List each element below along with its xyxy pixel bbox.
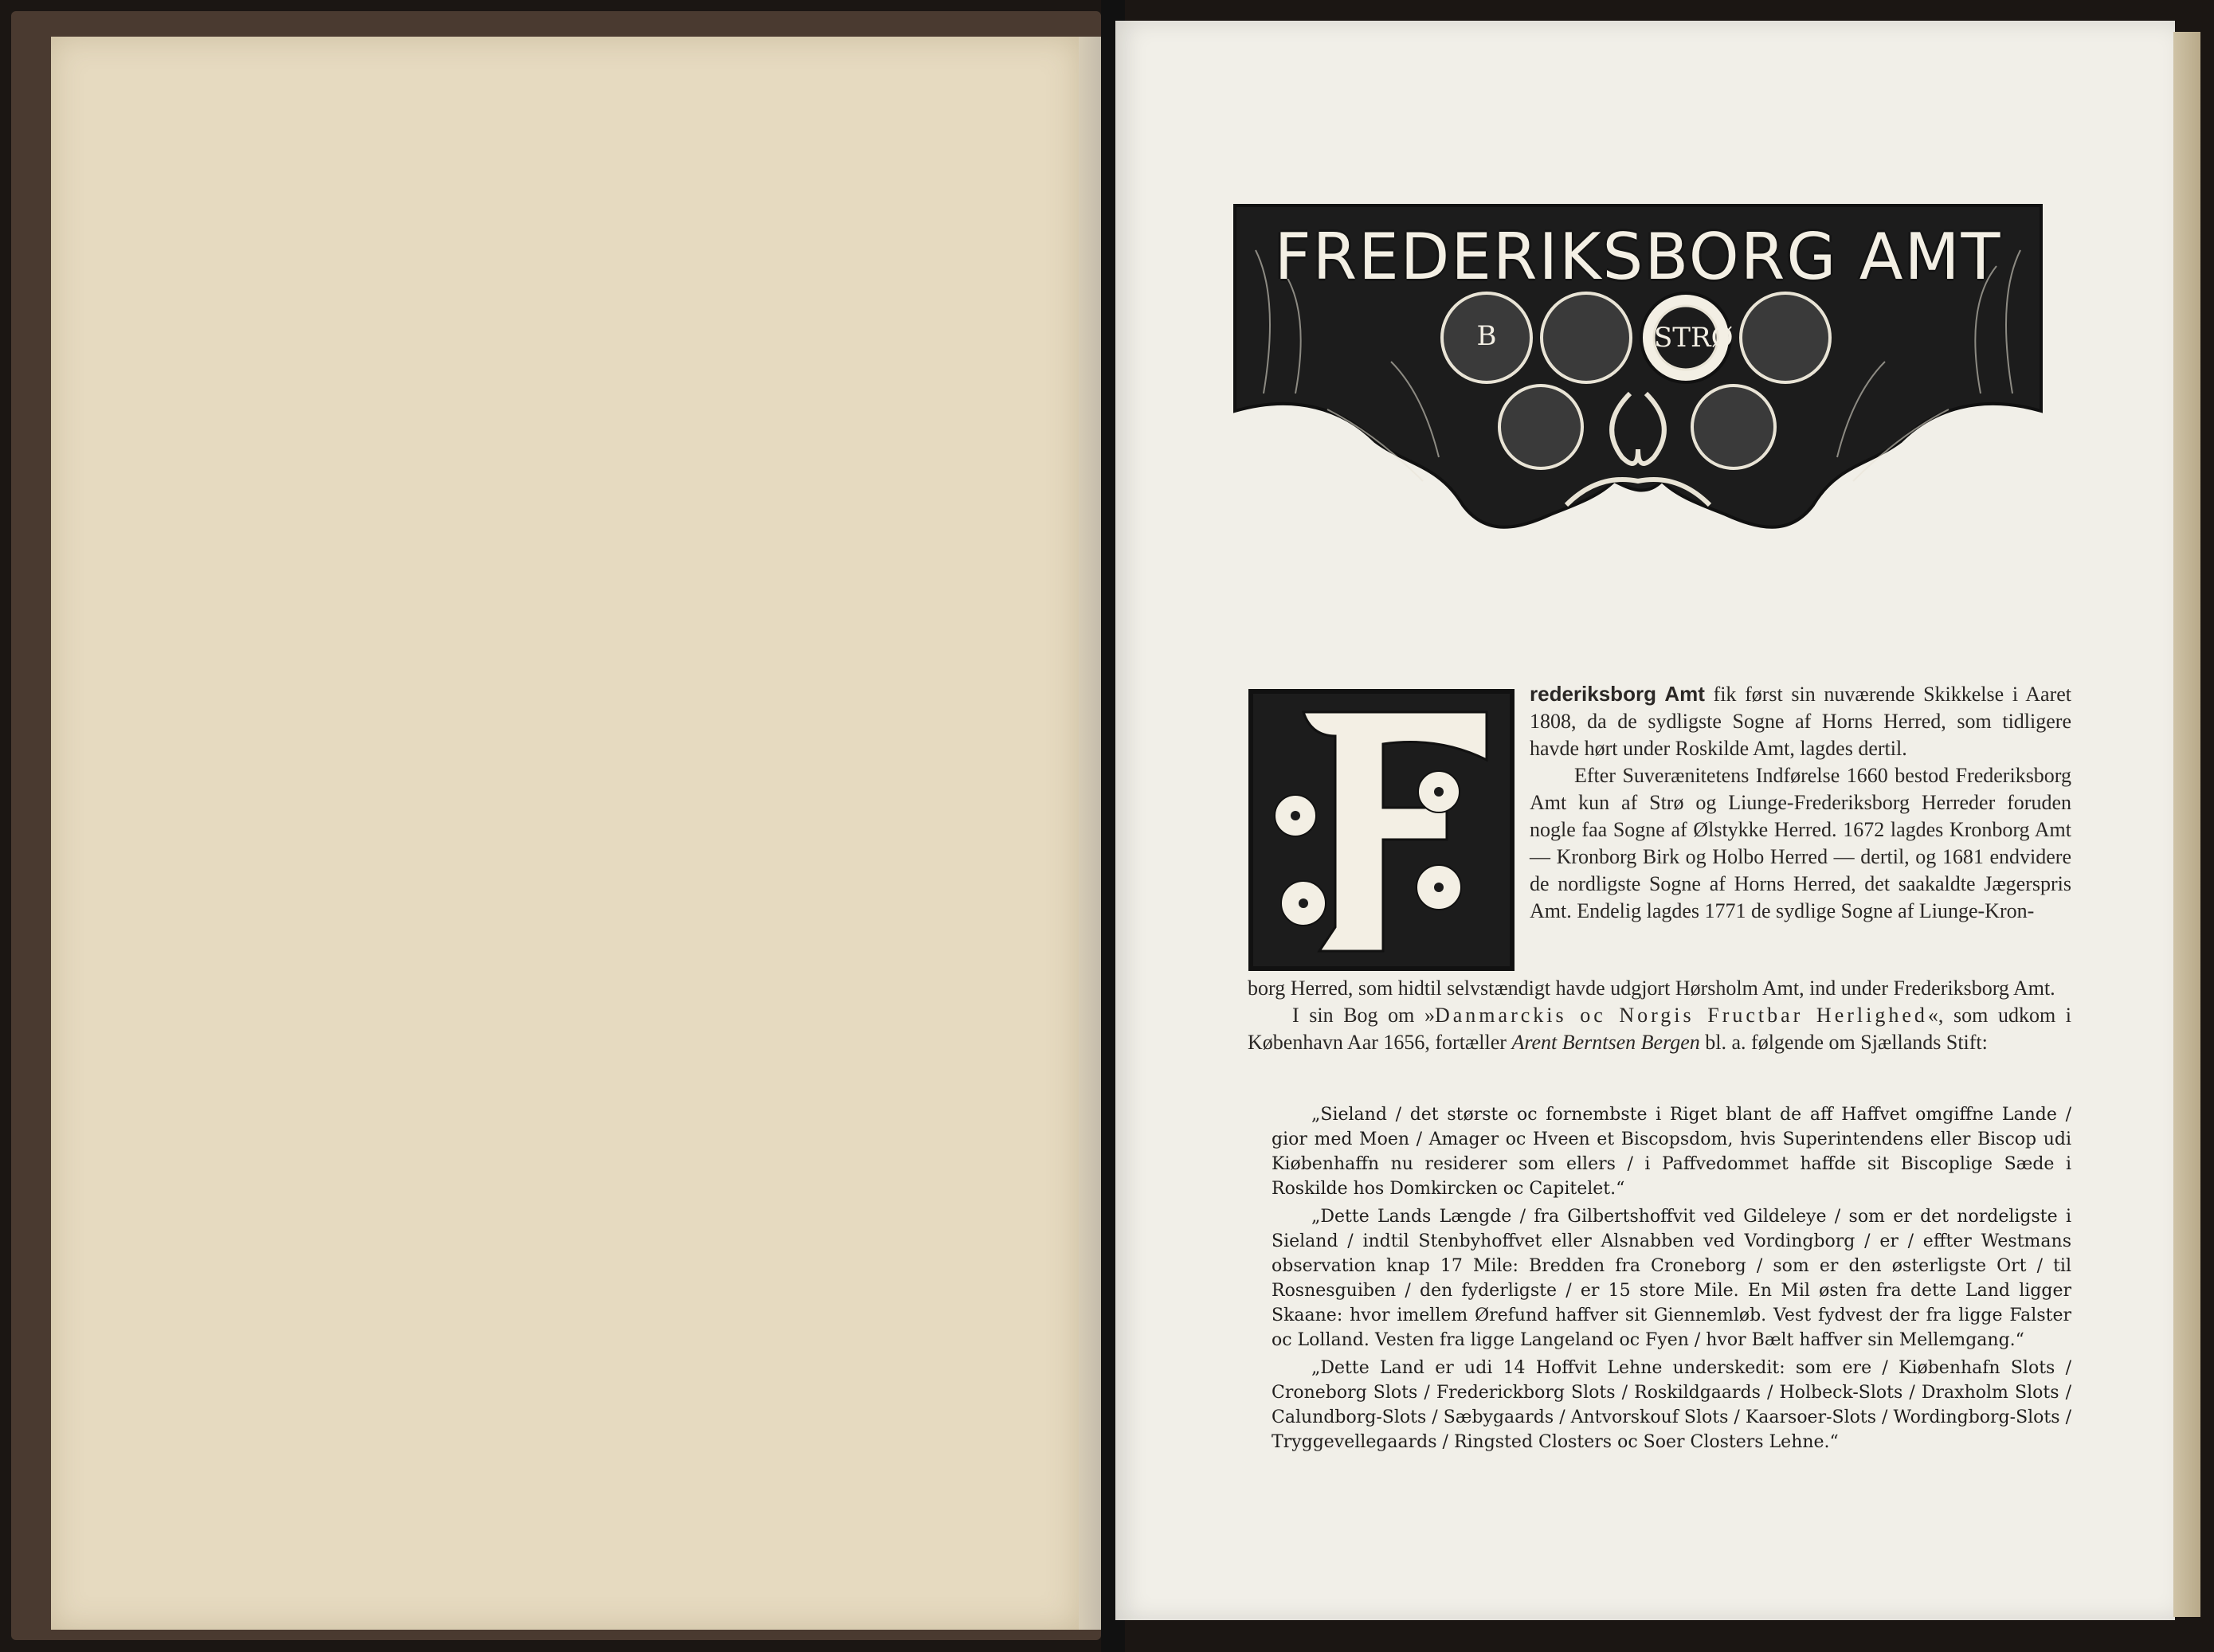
quote-paragraph-1: „Sieland / det største oc fornembste i Riget blant de aff Haffvet omgiffne Lande / gior med Moen / Amager oc Hveen et Biscopsdom, hvis Superintendens eller Biscop udi Kiøbenhaffn nu residerer som ellers / i Paffvedommet haffde sit Biscoplige Sæde i Roskilde hos Domkircken oc Capitelet.“ — [1272, 1105, 2071, 1199]
left-blank-page — [51, 37, 1079, 1630]
left-cover-board — [11, 11, 1101, 1640]
quote-paragraph-3: „Dette Land er udi 14 Hoffvit Lehne underskedit: som ere / Kiøbenhafn Slots / Croneborg Slots / Frederickborg Slots / Roskildgaards / Holbeck-Slots / Draxholm Slots / Calundborg-Slots / Sæbygaards / Antvorskouf Slots / Kaarsoer-Slots / Wordingborg-Slots / Tryggevellegaards / Ringsted Closters oc Soer Closters Lehne.“ — [1272, 1358, 2071, 1452]
seal-label-left: B — [1476, 320, 1497, 352]
seal-label-center: STRØ — [1654, 322, 1734, 354]
paragraph-1-lead: rederiksborg Amt — [1530, 682, 1705, 706]
paragraph-3-c: bl. a. følgende om Sjællands Stift: — [1705, 1031, 1988, 1054]
paragraph-1-text: fik først sin nuværende Skikkelse i Aaret 1808, da de sydligste Sogne af Horns Herred, som tidligere havde hørt under Roskilde Amt, lagdes dertil. — [1530, 683, 2071, 760]
paragraph-3-a: I sin Bog om » — [1292, 1004, 1435, 1027]
initial-f-ornament — [1248, 688, 1515, 972]
author-name: Arent Berntsen Bergen — [1511, 1031, 1700, 1054]
right-page-edge — [2173, 32, 2200, 1617]
book-title: Danmarckis oc Norgis Fructbar Herlighed — [1434, 1004, 1928, 1027]
quote-paragraph-2: „Dette Lands Længde / fra Gilbertshoffvit ved Gildeleye / som er det nordeligste i Sieland / indtil Stenbyhoffvet eller Alsnabben ved Vordingborg / er / effter Westmans observation knap 17 Mile: Bredden fra Croneborg / som er den østerligste Ort / til Rosnesguiben / den fyderligste / er 15 store Mile. En Mil østen fra dette Land ligger Skaane: hvor imellem Ørefund haffver sit Giennemløb. Vest fydvest der fra ligge Falster oc Lolland. Vesten fra ligge Langeland oc Fyen / hvor Bælt haffver sin Mellemgang.“ — [1272, 1207, 2071, 1350]
banner-title: FREDERIKSBORG AMT — [1274, 220, 2002, 294]
banner-header — [1232, 202, 2044, 537]
paragraph-2a: Efter Suverænitetens Indførelse 1660 bestod Frederiksborg Amt kun af Strø og Liunge-Frederiksborg Herreder foruden nogle faa Sogne af Ølstykke Herred. 1672 lagdes Kronborg Amt — Kronborg Birk og Holbo Herred — dertil, og 1681 endvidere de nordligste Sogne af Horns Herred, det saakaldte Jægerspris Amt. Endelig lagdes 1771 de sydlige Sogne af Liunge-Kron- — [1530, 764, 2071, 922]
main-text — [1248, 975, 2071, 1056]
initial-letter-f — [1248, 688, 1515, 972]
paragraph-3 — [1248, 1002, 2071, 1056]
paragraph-1 — [1530, 680, 2071, 762]
paragraph-2b: borg Herred, som hidtil selvstændigt havde udgjort Hørsholm Amt, ind under Frederiksborg Amt. — [1248, 977, 2055, 1000]
quote-block — [1272, 1102, 2071, 1458]
right-page — [1115, 21, 2175, 1620]
intro-text — [1530, 680, 2071, 925]
paragraph-3-b: «, som udkom i København Aar 1656, fortæller — [1248, 1004, 2071, 1054]
